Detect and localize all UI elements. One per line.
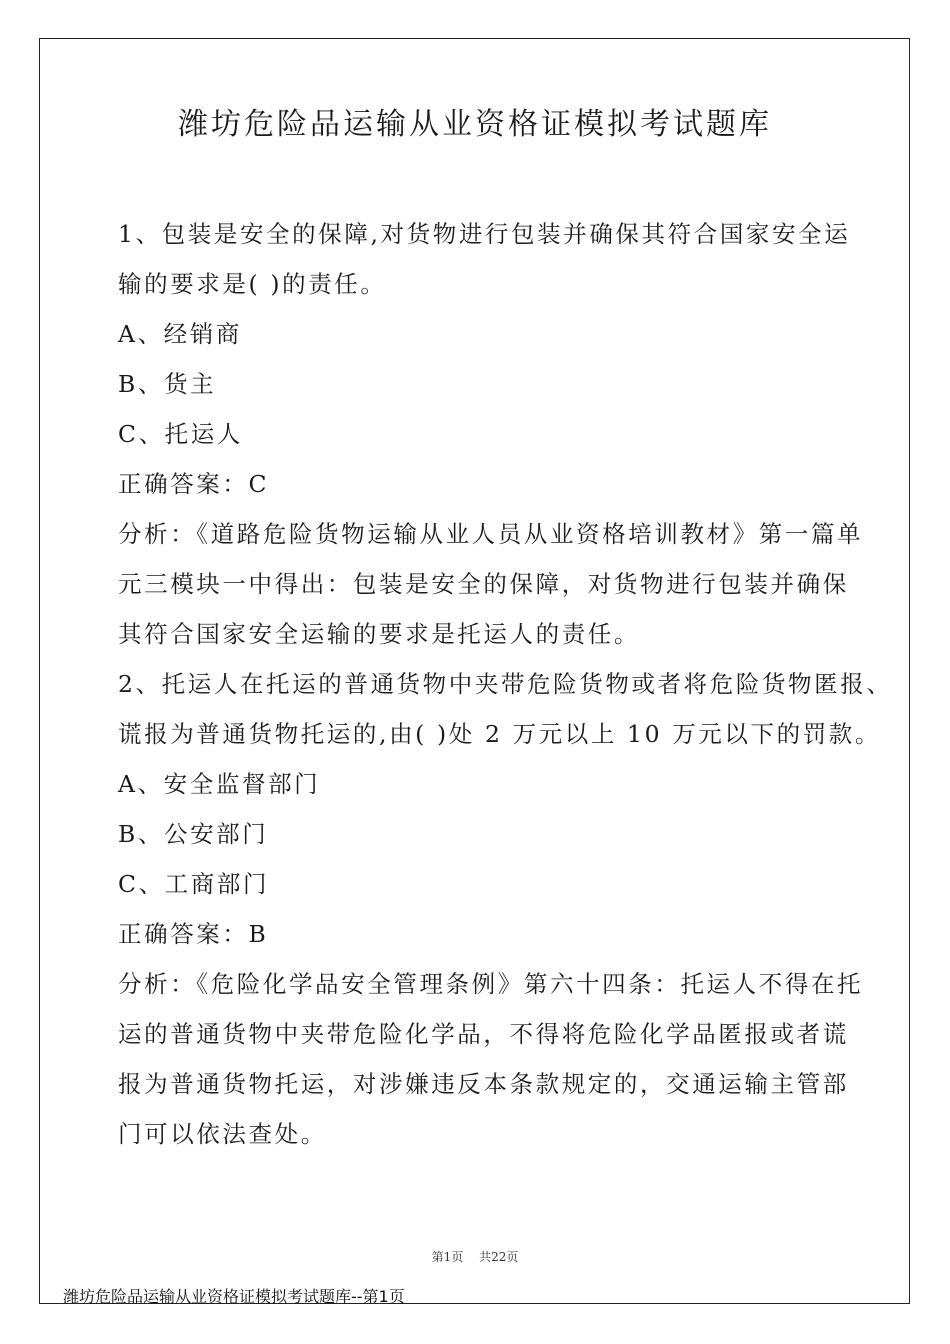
question-1-analysis: 元三模块一中得出：包装是安全的保障，对货物进行包装并确保: [118, 570, 849, 598]
question-2-option-a: A、安全监督部门: [118, 770, 321, 798]
document-title: 潍坊危险品运输从业资格证模拟考试题库: [178, 107, 772, 142]
question-1-option-a: A、经销商: [118, 320, 242, 348]
question-2-analysis: 运的普通货物中夹带危险化学品，不得将危险化学品匿报或者谎: [118, 1020, 849, 1048]
question-1-text: 输的要求是( )的责任。: [118, 270, 387, 298]
page-footer: 潍坊危险品运输从业资格证模拟考试题库--第1页: [63, 1287, 405, 1306]
question-2-text: 2、托运人在托运的普通货物中夹带危险货物或者将危险货物匿报、: [118, 670, 893, 698]
page-number: [0, 1248, 950, 1266]
question-1-answer: 正确答案：C: [118, 470, 270, 498]
question-1-analysis: 其符合国家安全运输的要求是托运人的责任。: [118, 620, 640, 648]
question-1-option-c: C、托运人: [118, 420, 243, 448]
page-current: 第1页: [431, 1250, 464, 1264]
question-2-option-c: C、工商部门: [118, 870, 270, 898]
question-1-text: 1、包装是安全的保障,对货物进行包装并确保其符合国家安全运: [118, 220, 851, 248]
question-2-analysis: 门可以依法查处。: [118, 1120, 327, 1148]
question-1-analysis: 分析：《道路危险货物运输从业人员从业资格培训教材》第一篇单: [118, 520, 864, 548]
question-2-text: 谎报为普通货物托运的,由( )处 2 万元以上 10 万元以下的罚款。: [118, 720, 882, 748]
page-total: 共22页: [479, 1250, 519, 1264]
question-2-analysis: 报为普通货物托运，对涉嫌违反本条款规定的，交通运输主管部: [118, 1070, 849, 1098]
question-1-option-b: B、货主: [118, 370, 217, 398]
question-2-analysis: 分析：《危险化学品安全管理条例》第六十四条：托运人不得在托: [118, 970, 864, 998]
question-content: [118, 209, 893, 1159]
question-2-option-b: B、公安部门: [118, 820, 269, 848]
question-2-answer: 正确答案：B: [118, 920, 269, 948]
